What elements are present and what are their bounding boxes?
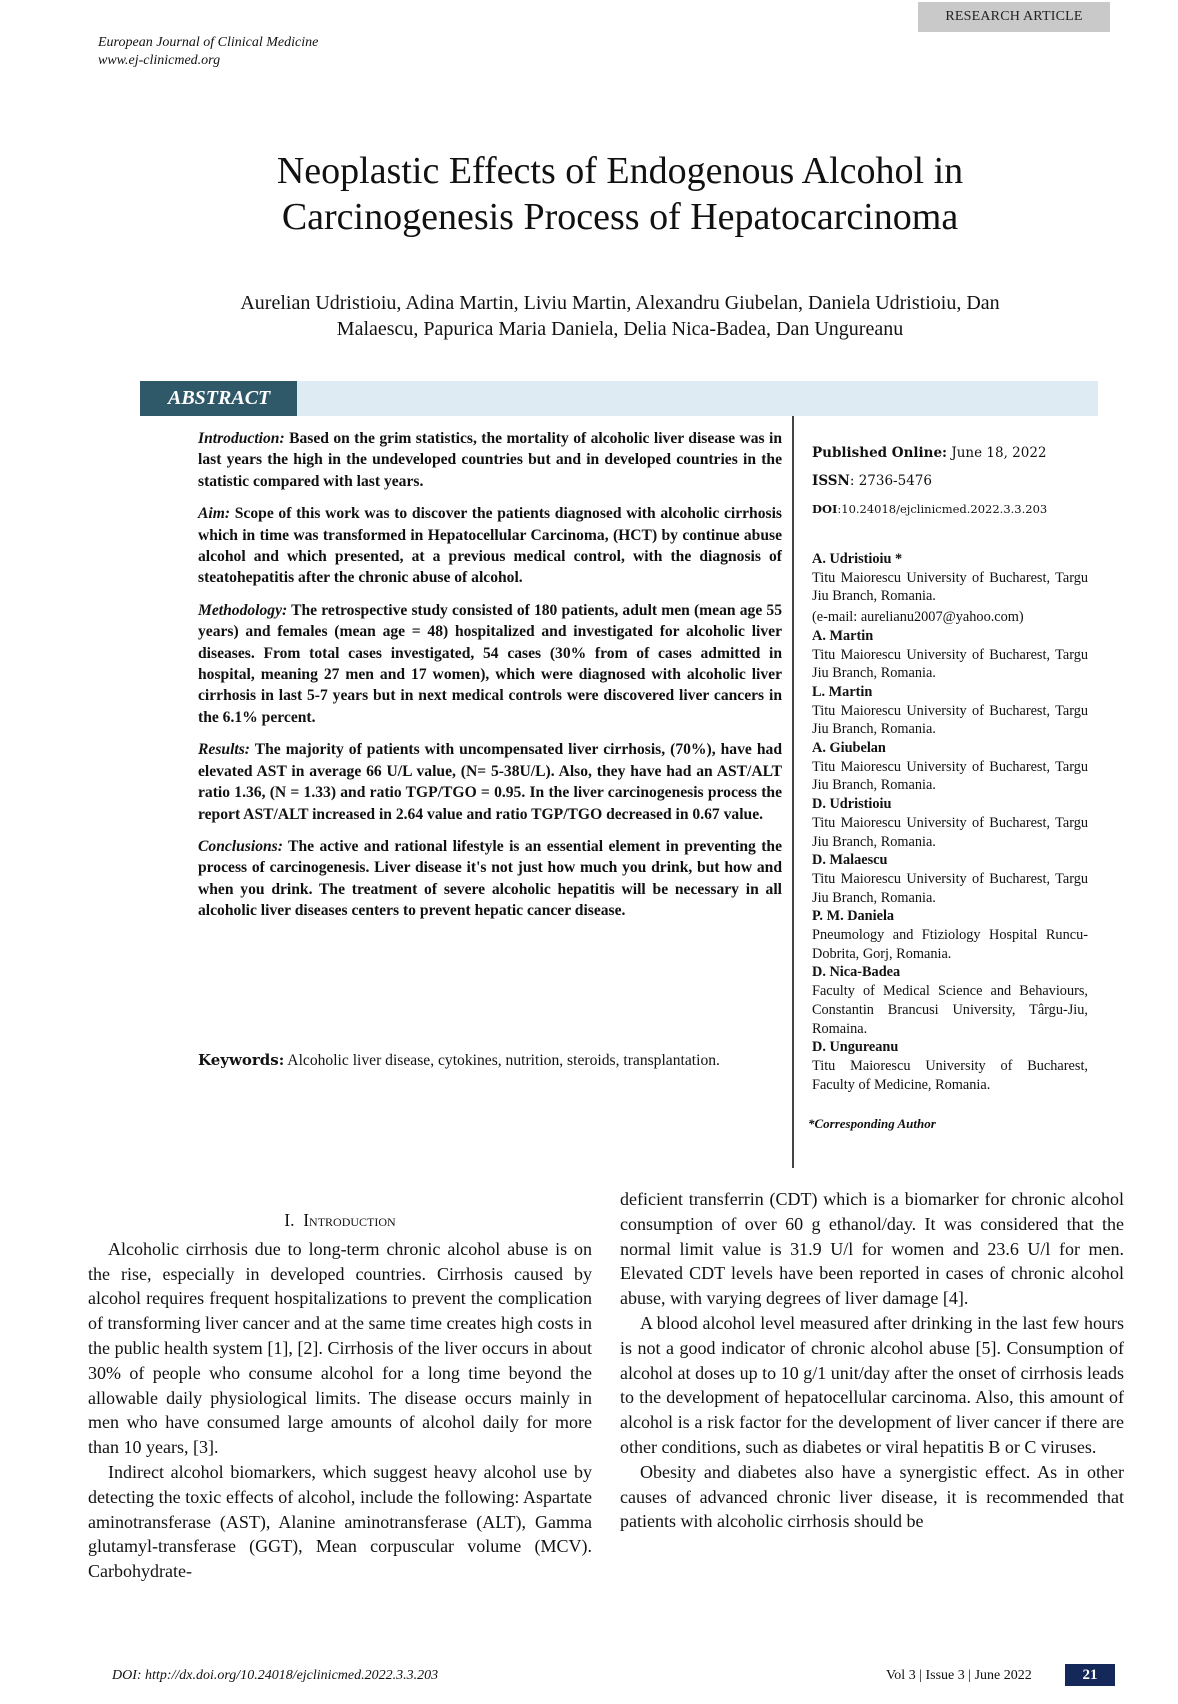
keywords-label: Keywords: (198, 1051, 285, 1069)
author-list: Aurelian Udristioiu, Adina Martin, Liviu Martin, Alexandru Giubelan, Daniela Udristioiu, Dan Malaescu, Papurica Maria Daniela, Delia Nica-Badea, Dan Ungureanu (240, 292, 1000, 340)
affiliation-item: D. Udristioiu Titu Maiorescu University of Bucharest, Targu Jiu Branch, Romania. (812, 796, 1088, 850)
abstract-conclusions: Conclusions: The active and rational lifestyle is an essential element in preventing the process of carcinogenesis. Liver disease it's not just how much you drink, but how and when you drink. The treatment of severe alcoholic hepatitis will be necessary in all alcoholic liver diseases centers to prevent hepatic cancer disease. (198, 837, 782, 920)
abstract-heading: ABSTRACT (140, 381, 297, 416)
keywords (198, 1049, 782, 1072)
body-paragraph: Obesity and diabetes also have a synergistic effect. As in other causes of advanced chronic liver disease, it is recommended that patients with alcoholic cirrhosis should be (620, 1461, 1124, 1532)
published-date: Published Online: June 18, 2022 (812, 445, 1047, 461)
affiliation-item: P. M. Daniela Pneumology and Ftiziology Hospital Runcu-Dobrita, Gorj, Romania. (812, 908, 1088, 962)
footer-doi-link[interactable]: DOI: http://dx.doi.org/10.24018/ejclinicmed.2022.3.3.203 (112, 1668, 439, 1683)
abstract-aim: Aim: Scope of this work was to discover the patients diagnosed with alcoholic cirrhosis which in time was transformed in Hepatocellular Carcinoma, (HCT) by continue abuse alcohol and which presented, at a previous medical control, with the diagnosis of steatohepatitis after the chronic abuse of alcohol. (198, 505, 782, 587)
affiliation-item: D. Malaescu Titu Maiorescu University of Bucharest, Targu Jiu Branch, Romania. (812, 852, 1088, 906)
article-type-badge: RESEARCH ARTICLE (918, 2, 1110, 32)
paper-title: Neoplastic Effects of Endogenous Alcohol in Carcinogenesis Process of Hepatocarcinoma (276, 150, 964, 238)
corresponding-email[interactable]: (e-mail: aurelianu2007@yahoo.com) (812, 609, 1024, 626)
journal-name: European Journal of Clinical Medicine (98, 35, 319, 50)
column-divider (792, 416, 794, 1168)
affiliation-item: D. Ungureanu Titu Maiorescu University of Bucharest, Faculty of Medicine, Romania. (812, 1039, 1088, 1093)
body-paragraph: A blood alcohol level measured after drinking in the last few hours is not a good indicator of chronic alcohol abuse [5]. Consumption of alcohol at doses up to 10 g/1 unit/day after the onset of cirrhosis leads to the development of hepatocellular carcinoma. Also, this amount of alcohol is a risk factor for the development of liver cancer if there are other conditions, such as diabetes or viral hepatitis B or C viruses. (620, 1312, 1124, 1457)
keywords-text: Alcoholic liver disease, cytokines, nutrition, steroids, transplantation. (284, 1052, 720, 1069)
page-number: 21 (1065, 1664, 1115, 1686)
body-paragraph: deficient transferrin (CDT) which is a biomarker for chronic alcohol consumption of over 60 g ethanol/day. It was considered that the normal limit value is 31.9 U/l for women and 23.6 U/l for men. Elevated CDT levels have been reported in cases of chronic alcohol abuse, with varying degrees of liver damage [4]. (620, 1189, 1124, 1309)
body-paragraph: Alcoholic cirrhosis due to long-term chronic alcohol abuse is on the rise, especially in developed countries. Cirrhosis caused by alcohol requires frequent hospitalizations to prevent the complication of transforming liver cancer and at the same time creates high costs in the public health system [1], [2]. Cirrhosis of the liver occurs in about 30% of people who consume alcohol for a long time beyond the allowable daily physiological limits. The disease occurs mainly in men who have consumed large amounts of alcohol daily for more than 10 years, [3]. (88, 1238, 592, 1458)
doi: DOI:10.24018/ejclinicmed.2022.3.3.203 (812, 502, 1048, 516)
abstract-body (198, 428, 782, 933)
body-column-left (88, 1208, 592, 1584)
journal-header (98, 34, 318, 70)
author-affiliations (812, 550, 1088, 1094)
body-column-right (620, 1187, 1124, 1534)
affiliation-item: A. Udristioiu * Titu Maiorescu University of Bucharest, Targu Jiu Branch, Romania. (e-mail: aurelianu2007@yahoo.com) (812, 551, 1088, 626)
abstract-results: Results: The majority of patients with uncompensated liver cirrhosis, (70%), have had elevated AST in average 66 U/L value, (N= 5-38U/L). Also, they have had an AST/ALT ratio 1.36, (N = 1.33) and ratio TGP/TGO = 0.95. In the liver carcinogenesis process the report AST/ALT increased in 2.64 value and ratio TGP/TGO decreased in 0.67 value. (198, 741, 782, 823)
section-heading-introduction: I. Introduction (284, 1210, 396, 1230)
abstract-methodology: Methodology: The retrospective study consisted of 180 patients, adult men (mean age 55 years) and females (mean age = 48) hospitalized and investigated for alcoholic liver diseases. From total cases investigated, 54 cases (30% from of cases admitted in hospital, meaning 27 men and 17 women), which were diagnosed with alcoholic liver cirrhosis in last 5-7 years but in next medical controls were discovered liver cancers in the 6.1% percent. (198, 601, 782, 726)
affiliation-item: L. Martin Titu Maiorescu University of Bucharest, Targu Jiu Branch, Romania. (812, 683, 1088, 738)
article-info-sidebar (808, 444, 1088, 1132)
journal-url[interactable]: www.ej-clinicmed.org (98, 53, 221, 68)
abstract-introduction: Introduction: Based on the grim statistics, the mortality of alcoholic liver disease was in last years the high in the undeveloped countries but and in developed countries in the statistic compared with last years. (198, 430, 782, 490)
affiliation-item: D. Nica-Badea Faculty of Medical Science and Behaviours, Constantin Brancusi University, Târgu-Jiu, Romaina. (812, 964, 1088, 1037)
corresponding-author-note: *Corresponding Author (808, 1116, 936, 1132)
affiliation-item: A. Giubelan Titu Maiorescu University of Bucharest, Targu Jiu Branch, Romania. (812, 740, 1088, 794)
body-paragraph: Indirect alcohol biomarkers, which suggest heavy alcohol use by detecting the toxic effects of alcohol, include the following: Aspartate aminotransferase (AST), Alanine aminotransferase (ALT), Gamma glutamyl-transferase (GGT), Mean corpuscular volume (MCV). Carbohydrate- (88, 1461, 592, 1582)
issn: ISSN: 2736-5476 (812, 473, 932, 489)
footer-volume-info: Vol 3 | Issue 3 | June 2022 (886, 1668, 1032, 1683)
affiliation-item: A. Martin Titu Maiorescu University of Bucharest, Targu Jiu Branch, Romania. (812, 627, 1088, 682)
